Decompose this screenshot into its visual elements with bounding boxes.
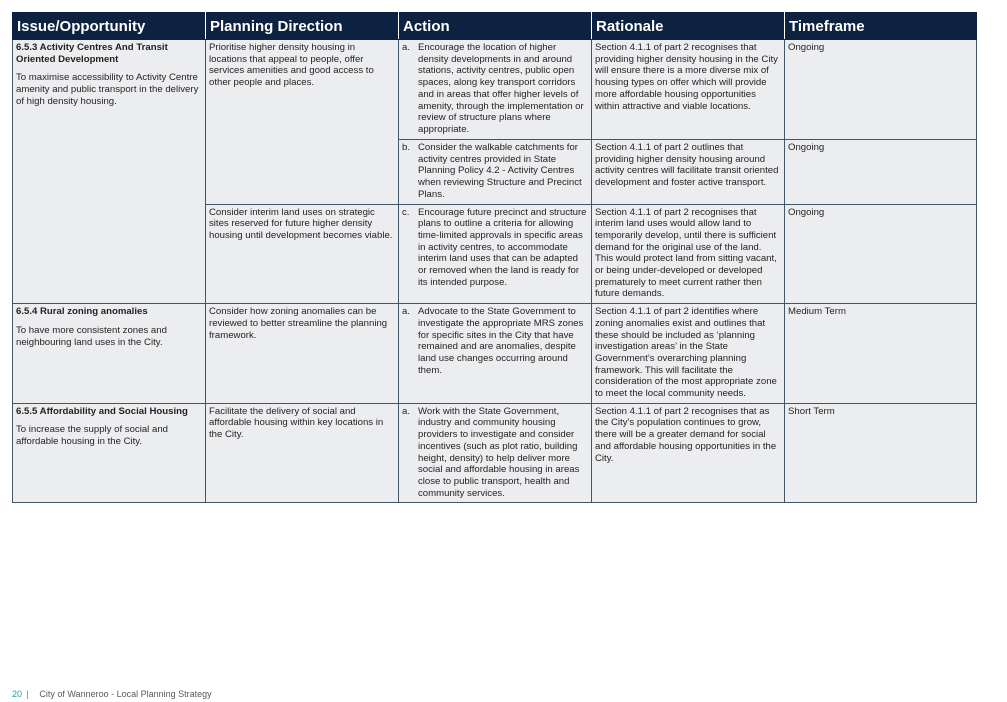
- rationale-cell: Section 4.1.1 of part 2 recognises that providing higher density housing in the City will ensure there is a more diverse mix of housing types on offer which will provide more affordable housing opportunities within attractive and viable locations.: [592, 40, 785, 140]
- timeframe-cell: Medium Term: [785, 304, 977, 404]
- action-letter: a.: [402, 42, 411, 53]
- timeframe-cell: Ongoing: [785, 140, 977, 205]
- issue-description: To increase the supply of social and affordable housing in the City.: [16, 424, 168, 448]
- action-text: Advocate to the State Government to investigate the appropriate MRS zones for specific sites in the City that have remained and are anomalies, despite land use changes occurring around them.: [418, 306, 584, 376]
- action-cell: [399, 403, 592, 503]
- timeframe-cell: Ongoing: [785, 40, 977, 140]
- table-row: [13, 40, 977, 140]
- issue-cell-6-5-5: [13, 403, 206, 503]
- action-letter: a.: [402, 405, 411, 417]
- planning-direction-cell: Facilitate the delivery of social and affordable housing within key locations in the City.: [206, 403, 399, 503]
- rationale-cell: Section 4.1.1 of part 2 identifies where zoning anomalies exist and outlines that these should be included as ‘planning investigation areas’ in the State Government’s overarching planning framework. This will facilitate the consideration of the most appropriate zone to meet the local community needs.: [592, 304, 785, 404]
- action-cell: [399, 304, 592, 404]
- issue-cell-6-5-4: [13, 304, 206, 404]
- page-number: 20: [12, 689, 23, 699]
- planning-direction-cell: Consider interim land uses on strategic sites reserved for future higher density housing until development becomes viable.: [206, 204, 399, 304]
- issue-description: To maximise accessibility to Activity Centre amenity and public transport in the delivery of high density housing.: [16, 72, 199, 107]
- planning-direction-cell: Prioritise higher density housing in locations that appeal to people, offer services amenities and good access to other people and places.: [206, 40, 399, 205]
- planning-strategy-table: [12, 12, 977, 503]
- action-text: Consider the walkable catchments for activity centres provided in State Planning Policy 4.2 - Activity Centres when reviewing Structure and Precinct Plans.: [418, 142, 582, 200]
- table-row: [13, 403, 977, 503]
- issue-description: To have more consistent zones and neighbouring land uses in the City.: [16, 324, 167, 348]
- header-planning-direction: Planning Direction: [206, 13, 399, 40]
- action-cell: [399, 40, 592, 140]
- action-letter: a.: [402, 306, 411, 318]
- timeframe-cell: Ongoing: [785, 204, 977, 304]
- footer-separator: |: [26, 689, 29, 699]
- issue-title: 6.5.5 Affordability and Social Housing: [16, 405, 188, 417]
- rationale-cell: Section 4.1.1 of part 2 recognises that interim land uses would allow land to temporarily develop, until there is sufficient demand for the original use of the land. This would protect land from sitting vacant, or being under-developed or developed prematurely to meet current rather then future demands.: [592, 204, 785, 304]
- timeframe-cell: Short Term: [785, 403, 977, 503]
- action-text: Encourage the location of higher density developments in and around stations, activity centres, public open spaces, along key transport corridors and in areas that offer higher levels of amenity, through the implementation or review of structure plans where appropriate.: [418, 42, 584, 135]
- rationale-cell: Section 4.1.1 of part 2 recognises that as the City's population continues to grow, there will be a greater demand for social and affordable housing opportunities in the City.: [592, 403, 785, 503]
- planning-direction-cell: Consider how zoning anomalies can be reviewed to better streamline the planning framework.: [206, 304, 399, 404]
- table-header-row: [13, 13, 977, 40]
- document-title: City of Wanneroo - Local Planning Strategy: [39, 689, 212, 699]
- header-issue-opportunity: Issue/Opportunity: [13, 13, 206, 40]
- header-action: Action: [399, 13, 592, 40]
- rationale-cell: Section 4.1.1 of part 2 outlines that providing higher density housing around activity centres will facilitate transit oriented development and foster active transport.: [592, 140, 785, 205]
- action-text: Work with the State Government, industry and community housing providers to investigate and consider incentives (such as plot ratio, building height, density) to help deliver more social and affordable housing in areas close to public transport, health and community services.: [418, 405, 580, 499]
- action-cell: [399, 204, 592, 304]
- issue-title: 6.5.4 Rural zoning anomalies: [16, 306, 148, 318]
- header-timeframe: Timeframe: [785, 13, 977, 40]
- table-row: [13, 304, 977, 404]
- action-letter: b.: [402, 142, 411, 153]
- header-rationale: Rationale: [592, 13, 785, 40]
- issue-title: 6.5.3 Activity Centres And Transit Oriented Development: [16, 42, 168, 65]
- page-footer: [12, 689, 212, 699]
- issue-cell-6-5-3: [13, 40, 206, 304]
- action-cell: [399, 140, 592, 205]
- action-text: Encourage future precinct and structure plans to outline a criteria for allowing time-limited approvals in specific areas in activity centres, to accommodate interim land uses that can be adapted or removed when the land is ready for its intended purpose.: [418, 206, 587, 288]
- action-letter: c.: [402, 206, 410, 218]
